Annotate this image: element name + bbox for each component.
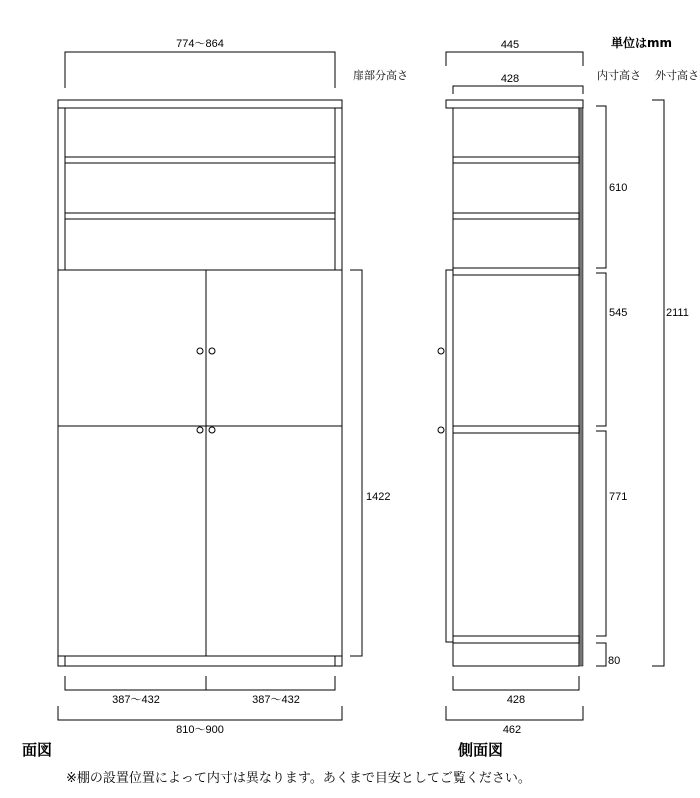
inner-height-dimension-line — [596, 431, 606, 636]
door-lower-right — [206, 426, 342, 656]
door-height-label: 扉部分高さ — [353, 69, 408, 82]
shelf-side — [453, 157, 579, 163]
overall-width-value: 810〜900 — [176, 724, 224, 736]
front-view-title: 面図 — [22, 741, 53, 759]
outer-depth-bottom-line — [446, 706, 583, 720]
door-height-dimension-line — [350, 270, 362, 656]
knob — [209, 348, 215, 354]
knob-side — [438, 348, 444, 354]
inner-height-dimension-line — [596, 643, 606, 666]
inner-height-dimension-line — [596, 106, 606, 268]
outer-depth-bottom-value: 462 — [502, 724, 522, 736]
shelf — [65, 213, 335, 219]
shelf-side — [453, 636, 579, 643]
inner-height-value: 771 — [609, 491, 628, 503]
inner-height-dimension-line — [596, 273, 606, 426]
inner-height-value: 545 — [609, 307, 628, 319]
outer-depth-top-value: 445 — [500, 39, 520, 51]
cabinet-side-body — [453, 108, 579, 666]
unit-label: 単位はmm — [611, 36, 673, 50]
top-board-side — [446, 100, 583, 108]
outer-depth-top-line — [446, 52, 583, 66]
base-plinth — [58, 656, 342, 666]
inner-depth-bottom-value: 428 — [506, 694, 526, 706]
outer-height-label: 外寸高さ — [655, 69, 699, 82]
inner-depth-bottom-line — [453, 676, 579, 690]
shelf-side — [453, 426, 579, 433]
shelf-side — [453, 268, 579, 275]
door-upper-left — [58, 270, 206, 426]
door-upper-right — [206, 270, 342, 426]
inner-height-label: 内寸高さ — [597, 69, 641, 82]
knob — [197, 348, 203, 354]
knob — [209, 427, 215, 433]
inner-height-value: 80 — [608, 655, 621, 667]
back-panel — [579, 108, 583, 666]
inner-height-value: 610 — [609, 182, 628, 194]
inner-depth-top-value: 428 — [500, 73, 520, 85]
overall-width-dimension-line — [58, 706, 342, 720]
door-height-value: 1422 — [366, 491, 391, 503]
door-lower-left — [58, 426, 206, 656]
knob-side — [438, 427, 444, 433]
outer-height-value: 2111 — [666, 307, 689, 319]
door-width-left-value: 387〜432 — [112, 694, 160, 706]
side-view-title: 側面図 — [458, 741, 504, 759]
disclaimer-note: ※棚の設置位置によって内寸は異なります。あくまで目安としてご覧ください。 — [66, 771, 531, 786]
door-width-right-value: 387〜432 — [252, 694, 300, 706]
door-edge-side — [446, 270, 453, 642]
front-view — [22, 38, 408, 759]
side-view — [438, 35, 699, 759]
top-width-dimension-line — [65, 52, 335, 88]
shelf-side — [453, 213, 579, 219]
inner-depth-top-line — [453, 86, 583, 94]
knob — [197, 427, 203, 433]
top-board — [58, 100, 342, 108]
door-width-dimension-line — [65, 676, 335, 690]
outer-height-dimension-line — [652, 100, 664, 666]
top-width-value: 774〜864 — [176, 38, 224, 50]
shelf — [65, 157, 335, 163]
